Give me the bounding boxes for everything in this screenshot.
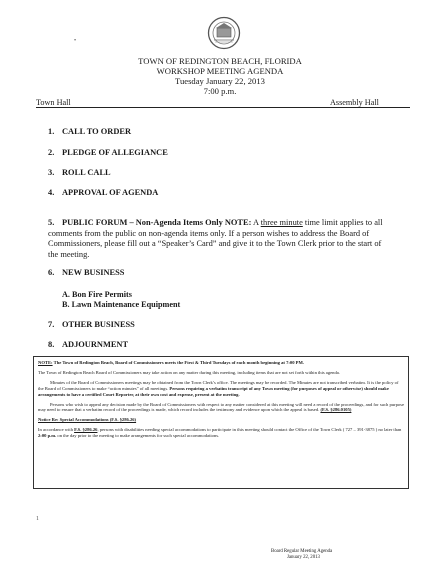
notice-note: NOTE: The Town of Redington Beach, Board of Commissioners meets the First & Third Tuesdays of each month beginning at 7:00 PM. [38, 360, 304, 365]
footer [271, 549, 332, 561]
page-mark: 1 [36, 516, 39, 522]
notice-para-action: The Town of Redington Beach Board of Commissioners may take action on any matter during this meeting, including items that are not set forth within this agenda. [38, 369, 340, 375]
agenda-item-new-business: 6. NEW BUSINESS [48, 268, 125, 277]
meeting-date: Tuesday January 22, 2013 [175, 76, 265, 86]
agenda-item-roll-call: 3. ROLL CALL [48, 168, 111, 177]
location-right: Assembly Hall [330, 98, 379, 107]
agenda-item-other-business: 7. OTHER BUSINESS [48, 320, 135, 329]
notice-accommodations-heading: Notice Re: Special Accommodations (F.S. §286.26) [38, 417, 137, 423]
location-left: Town Hall [36, 98, 71, 107]
notice-para-minutes: Minutes of the Board of Commissioners meetings may be obtained from the Town Clerk’s office. The meetings may be recorded. The Minutes are not transcribed verbatim. It is the policy of the Board of Commissioners to make “action minutes” of all meetings. Persons requiring a verbatim transcript of any Town meeting (for purposes of appeal or otherwise) should make arrangements to have a certified Court Reporter, at their own cost and expense, present at the meeting. [38, 379, 399, 397]
town-name: TOWN OF REDINGTON BEACH, FLORIDA [138, 56, 302, 66]
subitem-bon-fire: A. Bon Fire Permits [62, 290, 132, 299]
meeting-time: 7:00 p.m. [203, 86, 237, 96]
agenda-item-pledge: 2. PLEDGE OF ALLEGIANCE [48, 148, 168, 157]
notice-para-appeal: Persons who wish to appeal any decision made by the Board of Commissioners with respect to any matter considered at this meeting will need a record of the proceedings, and for such purpose may need to ensure that a verbatim record of the proceedings is made, which record includes the testimony and evidence upon which the appeal is based. (F.S. §286.0105) [38, 401, 405, 413]
agenda-item-adjournment: 8. ADJOURNMENT [48, 340, 129, 349]
notice-box [33, 356, 409, 489]
subitem-lawn-equipment: B. Lawn Maintenance Equipment [62, 300, 181, 309]
agenda-item-call-to-order: 1. CALL TO ORDER [48, 127, 132, 136]
footer-line-1: Board Regular Meeting Agenda [271, 549, 333, 554]
agenda-item-public-forum: 5. PUBLIC FORUM – Non-Agenda Items Only NOTE: A three minute time limit applies to all comments from the public on non-agenda items only. If a person wishes to address the Board of Commissioners, please fill out a “Speaker’s Card” and give it to the Town Clerk prior to the start of the meeting. [48, 218, 383, 259]
header-divider [36, 107, 410, 108]
notice-para-accommodations: In accordance with F.S. §286.26, persons with disabilities needing special accommodations to participate in this meeting should contact the Office of the Town Clerk ( 727 – 391-3875 ) no later than 2:00 p.m. on the day prior to the meeting to make arrangements for such special accommodations. [38, 427, 402, 439]
town-seal [207, 16, 241, 52]
agenda-item-approval: 4. APPROVAL OF AGENDA [48, 188, 159, 197]
footer-line-2: January 22, 2013 [287, 555, 320, 560]
stray-mark: • [74, 38, 77, 44]
agenda-title: WORKSHOP MEETING AGENDA [156, 66, 284, 76]
